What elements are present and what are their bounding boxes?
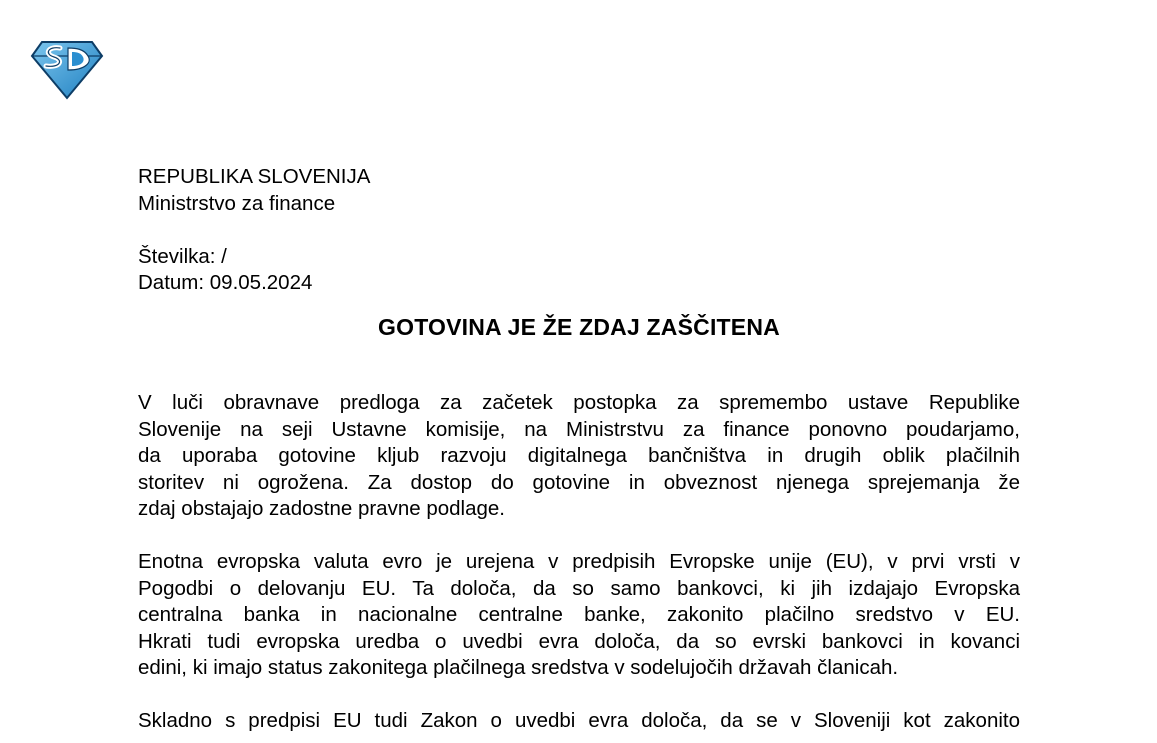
paragraph-line: Slovenije na seji Ustavne komisije, na Ministrstvu za finance ponovno poudarjamo, xyxy=(138,417,1020,441)
paragraph-line: zdaj obstajajo zadostne pravne podlage. xyxy=(138,497,505,520)
paragraph-line: da uporaba gotovine kljub razvoju digitalnega bančništva in drugih oblik plačilnih xyxy=(138,444,1020,467)
paragraph-3 xyxy=(138,708,1020,735)
paragraph-1 xyxy=(138,390,1020,523)
document-number: Številka: / xyxy=(138,244,227,268)
paragraph-line: edini, ki imajo status zakonitega plačilnega sredstva v sodelujočih državah članicah. xyxy=(138,656,899,679)
paragraph-2 xyxy=(138,549,1020,682)
paragraph-line: Skladno s predpisi EU tudi Zakon o uvedbi evra določa, da se v Sloveniji kot zakonito xyxy=(138,709,1020,732)
paragraph-line: Enotna evropska valuta evro je urejena v predpisih Evropske unije (EU), v prvi vrsti v xyxy=(138,550,1020,573)
document-title: GOTOVINA JE ŽE ZDAJ ZAŠČITENA xyxy=(378,313,780,340)
paragraph-line: V luči obravnave predloga za začetek postopka za spremembo ustave Republike xyxy=(138,391,1020,414)
header-org: REPUBLIKA SLOVENIJA xyxy=(138,165,371,188)
document-date: Datum: 09.05.2024 xyxy=(138,271,313,294)
paragraph-line: storitev ni ogrožena. Za dostop do gotovine in obveznost njenega sprejemanja že xyxy=(138,470,1020,494)
organization-logo xyxy=(30,40,104,100)
paragraph-line: centralna banka in nacionalne centralne banke, zakonito plačilno sredstvo v EU. xyxy=(138,603,1020,626)
document-body xyxy=(138,164,1020,735)
diamond-logo-icon xyxy=(30,40,104,100)
header-ministry: Ministrstvo za finance xyxy=(138,191,336,215)
paragraph-line: Pogodbi o delovanju EU. Ta določa, da so samo bankovci, ki jih izdajajo Evropska xyxy=(138,576,1020,600)
paragraph-line: Hkrati tudi evropska uredba o uvedbi evra določa, da so evrski bankovci in kovanci xyxy=(138,629,1020,653)
